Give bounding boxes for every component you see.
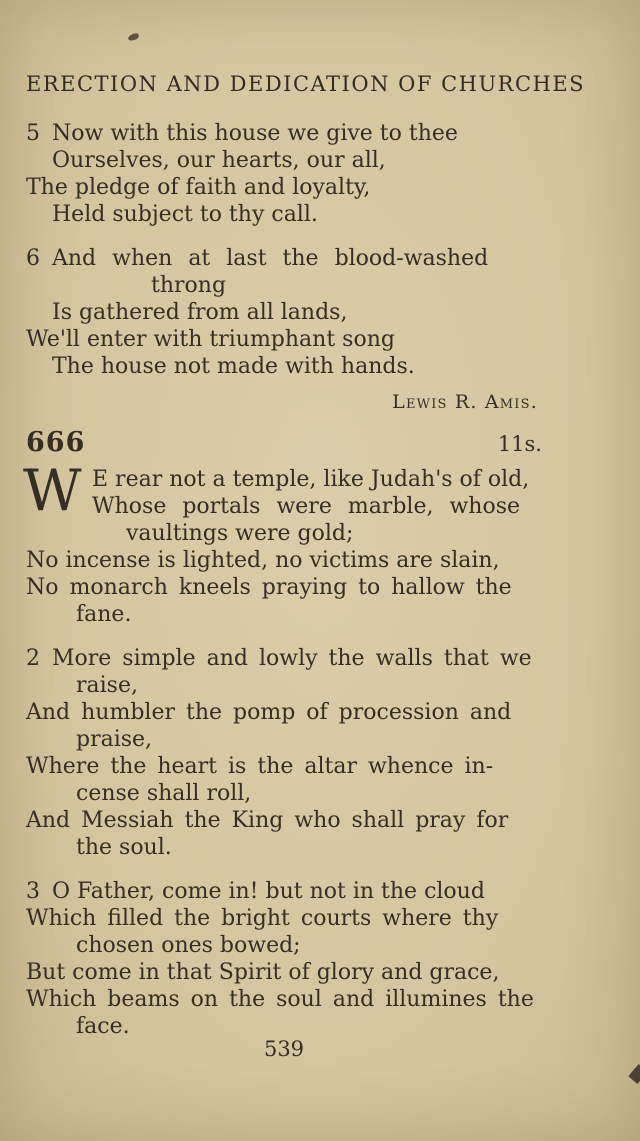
ink-speck [127, 32, 139, 41]
hymn-line [26, 878, 542, 905]
page-content [23, 72, 586, 1057]
hymn-line: We'll enter with triumphant song [26, 327, 395, 352]
hymn-line: Ourselves, our hearts, our all, [52, 148, 386, 173]
hymn-line: Held subject to thy call. [52, 202, 318, 227]
hymn-line-text: And when at last the blood-washed [52, 246, 489, 271]
hymn-line-text: More simple and lowly the walls that we [52, 646, 532, 671]
hymn-line-text: O Father, come in! but not in the cloud [52, 879, 485, 904]
hymn-verse-1 [23, 458, 542, 628]
hymn-line: praise, [76, 727, 153, 752]
hymn-line: chosen ones bowed; [76, 933, 301, 958]
hymn-line: throng [151, 273, 227, 298]
author-attribution: Lewis R. Amis. [392, 391, 538, 413]
hymn-title-row [26, 427, 542, 458]
hymn-line: fane. [76, 602, 132, 627]
hymn-line: Which beams on the soul and illumines the [26, 987, 534, 1012]
hymn-meter: 11s. [497, 432, 542, 456]
hymn-line: But come in that Spirit of glory and grace, [26, 960, 500, 985]
hymn-line: face. [76, 1014, 130, 1039]
hymn-verse-2 [26, 645, 542, 861]
verse-number: 3 [26, 879, 40, 904]
hymn-number: 666 [26, 427, 86, 458]
verse-number: 6 [26, 246, 40, 271]
hymn-line [26, 645, 542, 672]
hymn-line-text: Now with this house we give to thee [52, 121, 458, 146]
hymn-line: The pledge of faith and loyalty, [26, 175, 371, 200]
hymn-line: And Messiah the King who shall pray for [26, 808, 509, 833]
hymn-line [26, 120, 542, 147]
hymn-line: vaultings were gold; [126, 521, 354, 546]
verse-6 [26, 245, 542, 380]
hymn-line: raise, [76, 673, 138, 698]
hymn-line: No monarch kneels praying to hallow the [26, 575, 512, 600]
hymn-verse-3 [26, 878, 542, 1040]
page-number: 539 [263, 1037, 305, 1061]
verse-5 [26, 120, 542, 228]
hymn-line: Which filled the bright courts where thy [26, 906, 499, 931]
hymn-line: cense shall roll, [76, 781, 252, 806]
drop-cap: W [23, 458, 82, 524]
hymn-line [26, 245, 542, 272]
hymn-line: No incense is lighted, no victims are slain, [26, 548, 500, 573]
hymn-line: Where the heart is the altar whence in- [26, 754, 494, 779]
hymn-line: E rear not a temple, like Judah's of old, [92, 467, 530, 492]
hymn-line: The house not made with hands. [52, 354, 415, 379]
section-header: ERECTION AND DEDICATION OF CHURCHES [26, 72, 586, 96]
page-edge-mark [628, 1064, 640, 1084]
hymn-line: Whose portals were marble, whose [92, 494, 521, 519]
verse-number: 2 [26, 646, 40, 671]
verse-number: 5 [26, 121, 40, 146]
hymn-line: Is gathered from all lands, [52, 300, 348, 325]
hymn-line: And humbler the pomp of procession and [26, 700, 512, 725]
hymn-line: the soul. [76, 835, 172, 860]
